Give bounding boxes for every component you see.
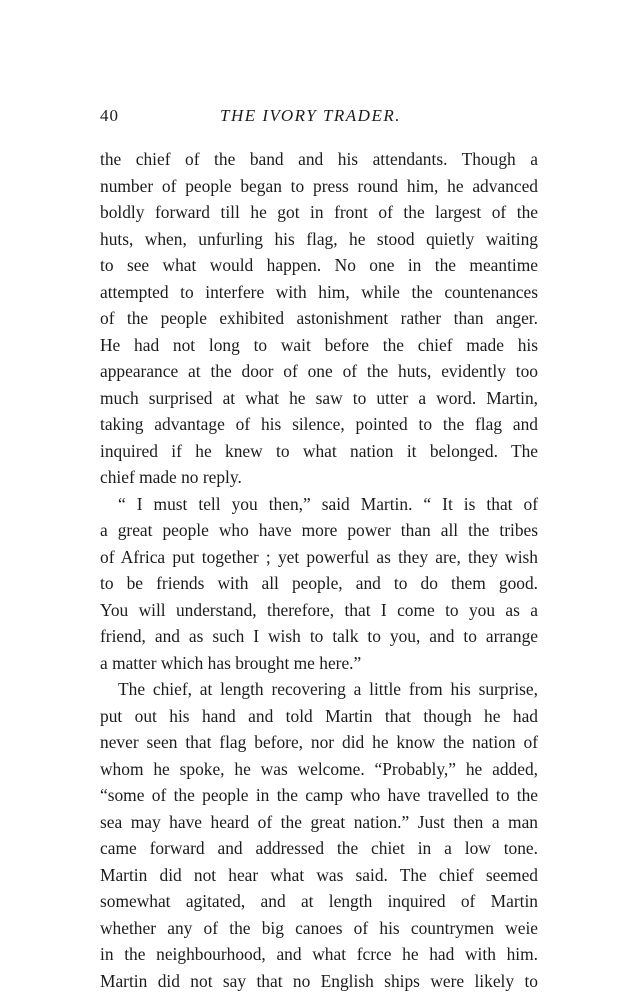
page-header	[100, 106, 538, 130]
text-line: somewhat agitated, and at length inquired of Martin	[100, 891, 538, 911]
text-line: He had not long to wait before the chief made his	[100, 334, 538, 355]
text-line: the chief of the band and his attendants. Though a	[100, 149, 538, 169]
text-line: whether any of the big canoes of his countrymen weie	[100, 917, 538, 938]
text-line: Martin did not say that no English ships were likely to	[100, 970, 538, 991]
text-line: a matter which has brought me here.”	[100, 652, 362, 673]
text-line: came forward and addressed the chiet in a low tone.	[100, 838, 538, 858]
text-line: number of people began to press round him, he advanced	[100, 175, 538, 196]
text-line: attempted to interfere with him, while the countenances	[100, 281, 538, 302]
text-line: to be friends with all people, and to do them good.	[100, 573, 538, 593]
text-line: The chief, at length recovering a little from his surprise,	[118, 679, 538, 699]
text-line: boldly forward till he got in front of the largest of the	[100, 202, 538, 222]
text-line: “some of the people in the camp who have travelled to the	[100, 785, 538, 805]
text-line: You will understand, therefore, that I come to you as a	[100, 599, 538, 620]
text-line: chief made no reply.	[100, 467, 242, 487]
text-line: friend, and as such I wish to talk to you, and to arrange	[100, 626, 538, 646]
text-line: to see what would happen. No one in the meantime	[100, 255, 538, 275]
text-line: much surprised at what he saw to utter a word. Martin,	[100, 387, 538, 408]
text-line: sea may have heard of the great nation.” Just then a man	[100, 811, 538, 832]
text-line: put out his hand and told Martin that though he had	[100, 705, 538, 726]
running-title: THE IVORY TRADER.	[220, 106, 401, 125]
text-line: of the people exhibited astonishment rather than anger.	[100, 308, 538, 328]
page-number: 40	[100, 106, 119, 125]
text-line: “ I must tell you then,” said Martin. “ It is that of	[118, 493, 538, 514]
text-line: huts, when, unfurling his flag, he stood quietly waiting	[100, 228, 538, 249]
text-line: appearance at the door of one of the huts, evidently too	[100, 361, 538, 381]
text-line: whom he spoke, he was welcome. “Probably,” he added,	[100, 758, 538, 779]
text-line: never seen that flag before, nor did he know the nation of	[100, 732, 538, 752]
text-line: of Africa put together ; yet powerful as they are, they wish	[100, 546, 538, 567]
text-line: Martin did not hear what was said. The chief seemed	[100, 864, 538, 885]
body-text	[100, 146, 538, 994]
text-line: a great people who have more power than all the tribes	[100, 520, 538, 540]
text-line: inquired if he knew to what nation it belonged. The	[100, 440, 538, 461]
text-line: taking advantage of his silence, pointed to the flag and	[100, 414, 538, 434]
text-line: in the neighbourhood, and what fcrce he had with him.	[100, 944, 538, 964]
